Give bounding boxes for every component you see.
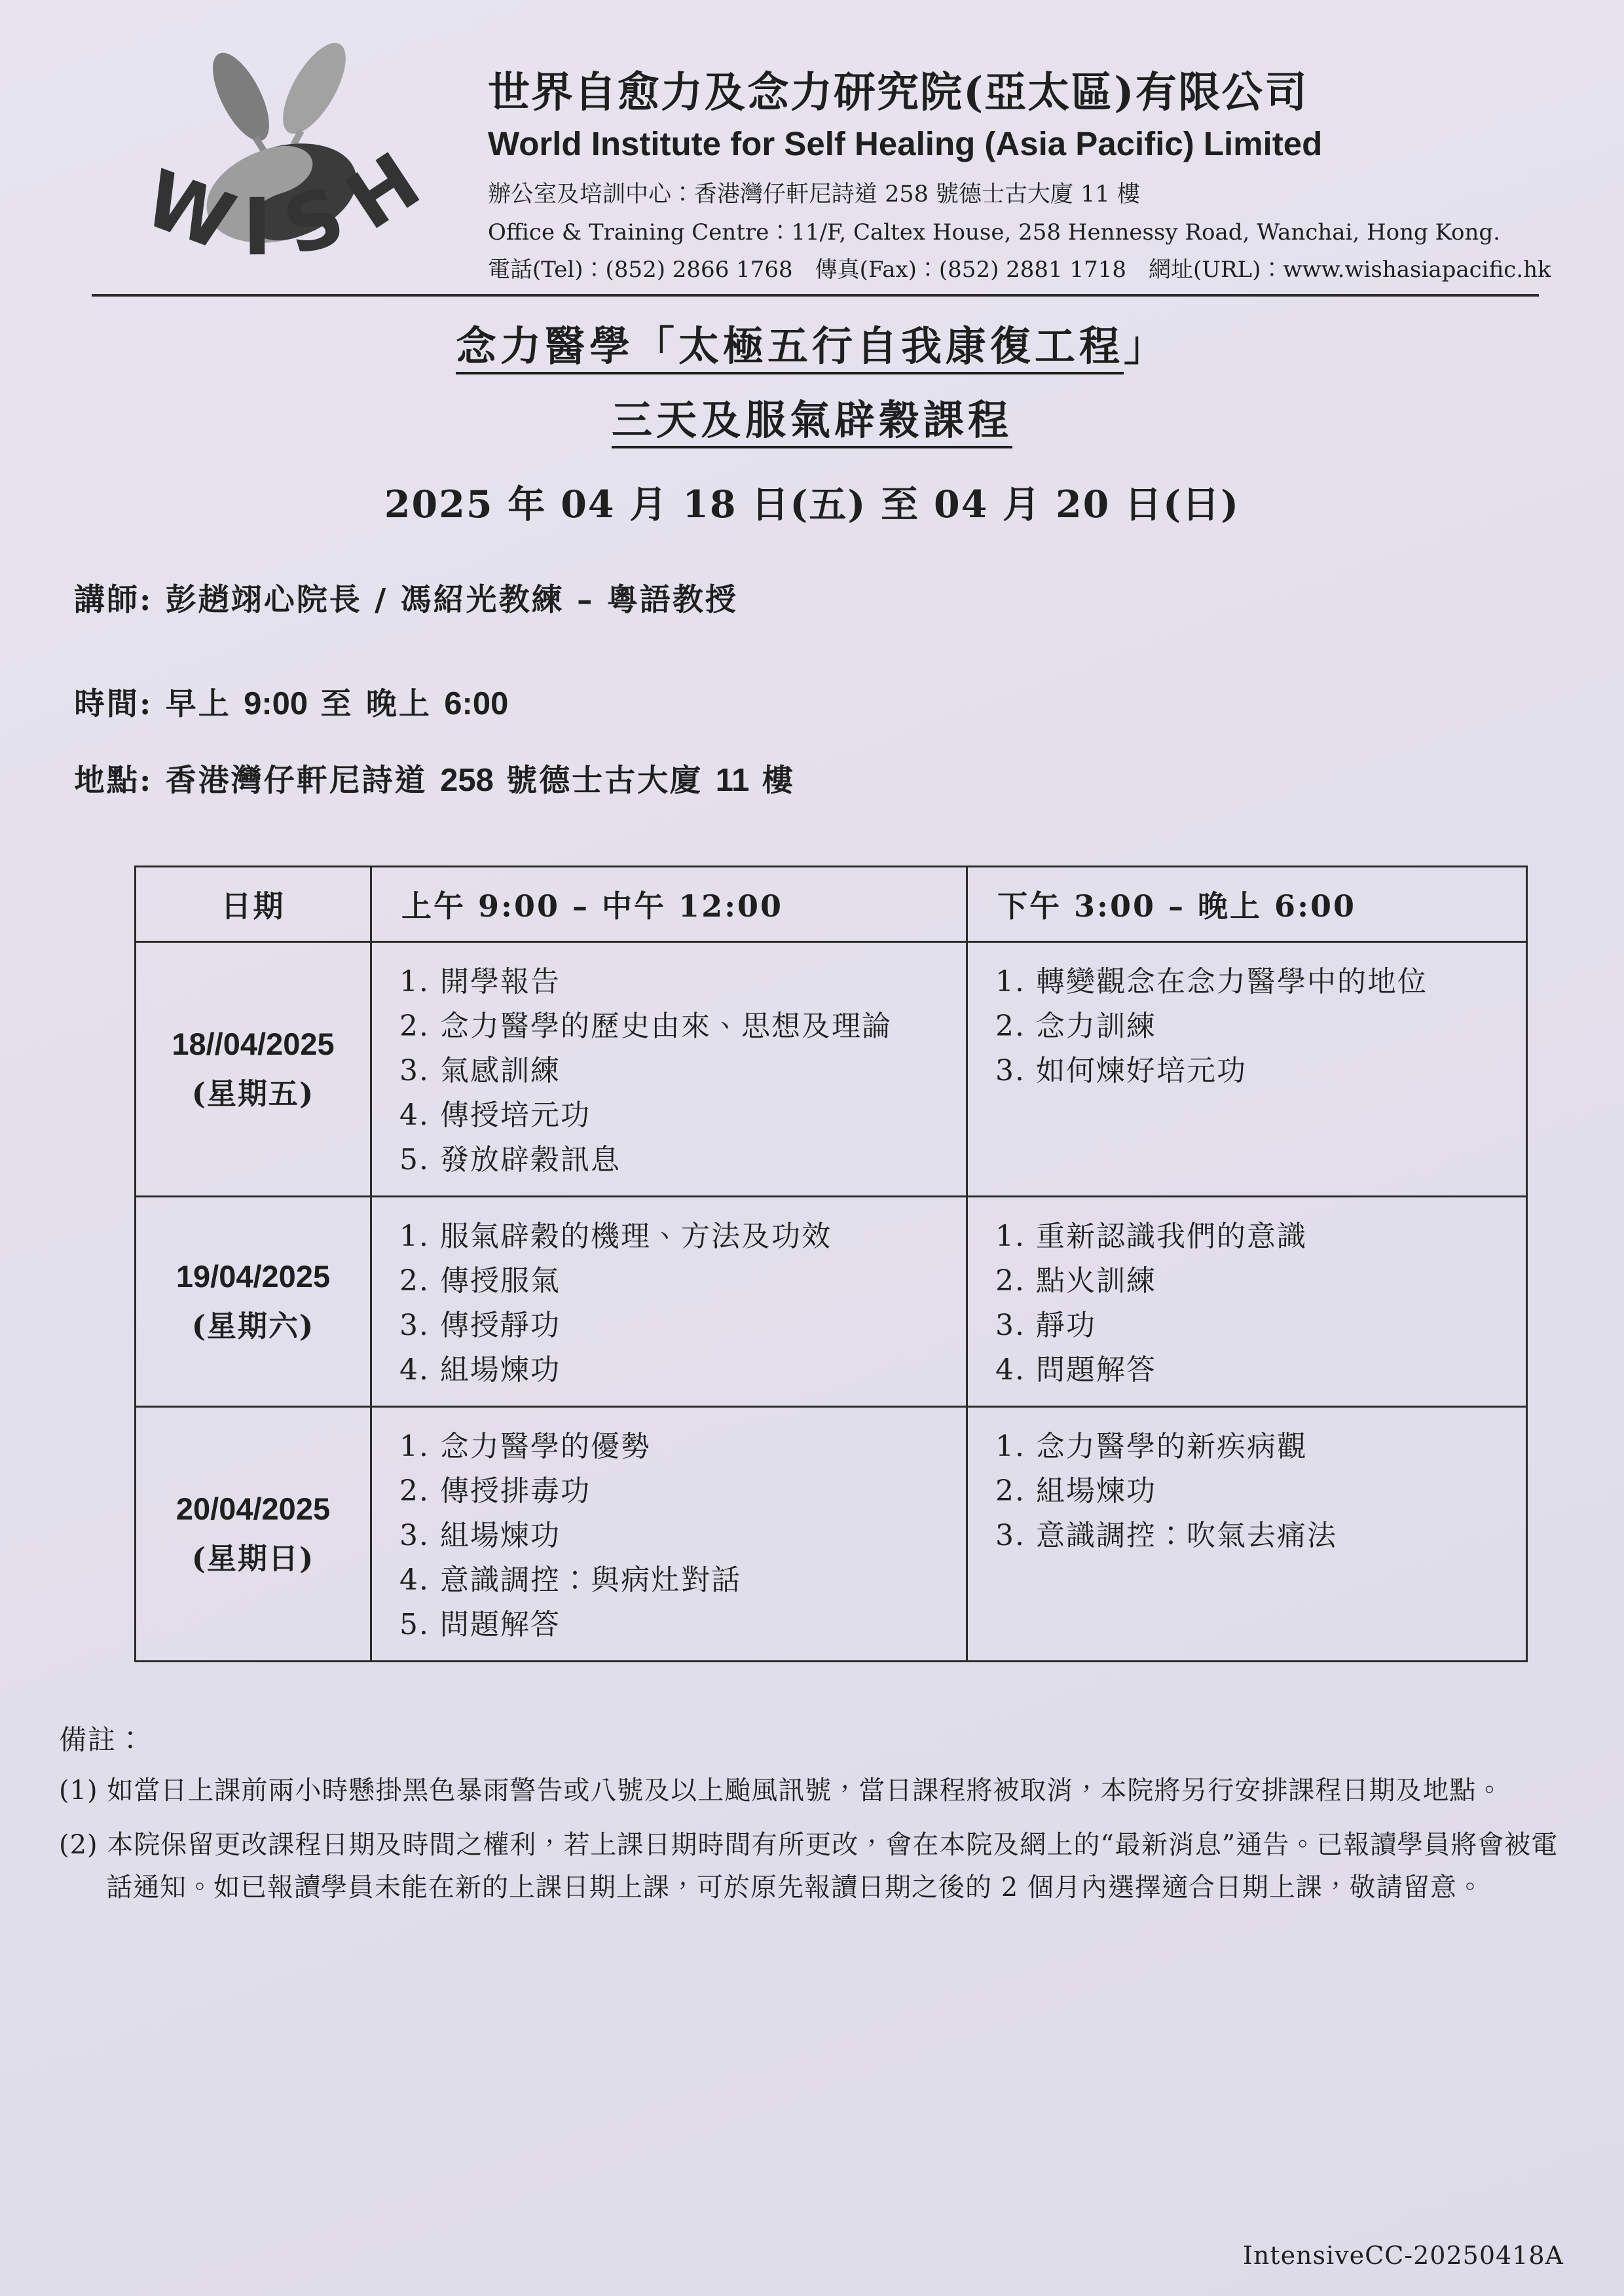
agenda-item: 3. 傳授靜功	[399, 1309, 561, 1342]
venue-line	[74, 756, 1624, 800]
document-code: IntensiveCC-20250418A	[1242, 2241, 1564, 2270]
day1-weekday: (星期五)	[191, 1076, 315, 1111]
agenda-item: 4. 組場煉功	[399, 1353, 561, 1387]
agenda-item: 1. 念力醫學的新疾病觀	[995, 1430, 1307, 1463]
org-name-en: World Institute for Self Healing (Asia Pacific) Limited	[488, 125, 1323, 162]
office-address-zh: 辦公室及培訓中心：香港灣仔軒尼詩道 258 號德士古大廈 11 樓	[488, 181, 1140, 208]
day1-morning-cell	[371, 942, 967, 1197]
day2-date-cell	[136, 1197, 371, 1407]
agenda-item: 5. 發放辟穀訊息	[399, 1143, 621, 1176]
venue-suffix: 樓	[749, 763, 795, 799]
agenda-item: 1. 轉變觀念在念力醫學中的地位	[995, 965, 1428, 998]
contact-line: 電話(Tel)：(852) 2866 1768 傳真(Fax)：(852) 2881 1718 網址(URL)：www.wishasiapacific.hk	[488, 257, 1551, 283]
agenda-item: 1. 服氣辟穀的機理、方法及功效	[399, 1220, 832, 1253]
schedule-row-day3	[136, 1407, 1527, 1662]
time-start: 9:00	[244, 686, 308, 721]
agenda-item: 1. 開學報告	[399, 965, 561, 998]
day3-weekday: (星期日)	[191, 1541, 315, 1576]
agenda-item: 2. 念力訓練	[995, 1010, 1156, 1043]
day2-weekday: (星期六)	[191, 1309, 315, 1343]
agenda-item: 4. 意識調控：與病灶對話	[399, 1563, 741, 1597]
course-title-line2-text: 三天及服氣辟穀課程	[611, 396, 1012, 444]
agenda-item: 3. 意識調控：吹氣去痛法	[995, 1519, 1337, 1552]
course-date-range: 2025 年 04 月 18 日(五) 至 04 月 20 日(日)	[384, 483, 1240, 526]
header	[0, 0, 1624, 283]
time-prefix: 時間: 早上	[74, 686, 244, 722]
header-divider	[92, 294, 1539, 297]
office-address-en: Office & Training Centre：11/F, Caltex House, 258 Hennessy Road, Wanchai, Hong Kong.	[488, 219, 1500, 246]
time-mid: 至 晚上	[308, 686, 445, 722]
org-name-zh: 世界自愈力及念力研究院(亞太區)有限公司	[488, 68, 1308, 117]
agenda-item: 5. 問題解答	[399, 1608, 561, 1641]
agenda-item: 1. 重新認識我們的意識	[995, 1220, 1307, 1253]
instructor-line: 講師: 彭趙翊心院長 / 馮紹光教練 – 粵語教授	[74, 582, 738, 618]
agenda-item: 2. 傳授排毒功	[399, 1474, 591, 1508]
time-end: 6:00	[444, 686, 509, 721]
day1-date-cell	[136, 942, 371, 1197]
venue-mid: 號德士古大廈	[493, 763, 716, 799]
agenda-item: 3. 組場煉功	[399, 1519, 561, 1552]
title-block	[0, 314, 1624, 528]
schedule-header-row	[136, 867, 1527, 942]
day2-afternoon-cell	[967, 1197, 1527, 1407]
note-item-1: (1) 如當日上課前兩小時懸掛黑色暴雨警告或八號及以上颱風訊號，當日課程將被取消，本院將另行安排課程日期及地點。	[59, 1776, 1504, 1806]
day2-morning-cell	[371, 1197, 967, 1407]
day3-date: 20/04/2025	[175, 1491, 331, 1526]
day3-date-cell	[136, 1407, 371, 1662]
day3-morning-cell	[371, 1407, 967, 1662]
schedule-row-day2	[136, 1197, 1527, 1407]
schedule-row-day1	[136, 942, 1527, 1197]
venue-street-number: 258	[440, 763, 494, 798]
course-title-line2	[0, 388, 1624, 446]
day3-afternoon-cell	[967, 1407, 1527, 1662]
info-block	[74, 575, 1624, 800]
wish-logo	[115, 39, 455, 272]
agenda-item: 4. 問題解答	[995, 1353, 1156, 1387]
notes-label: 備註：	[59, 1724, 146, 1756]
header-text-block	[488, 39, 1551, 283]
notes-section	[59, 1719, 1562, 1908]
agenda-item: 3. 靜功	[995, 1309, 1096, 1342]
agenda-item: 4. 傳授培元功	[399, 1099, 591, 1132]
day2-date: 19/04/2025	[175, 1259, 331, 1294]
header-morning: 上午 9:00 – 中午 12:00	[371, 867, 967, 942]
header-date: 日期	[136, 867, 371, 942]
time-line	[74, 680, 1624, 723]
venue-prefix: 地點: 香港灣仔軒尼詩道	[74, 763, 441, 799]
course-title-line1-text: 念力醫學「太極五行自我康復工程	[455, 322, 1124, 370]
agenda-item: 2. 組場煉功	[995, 1474, 1156, 1508]
agenda-item: 2. 傳授服氣	[399, 1264, 561, 1298]
day1-date: 18//04/2025	[172, 1027, 335, 1061]
course-title-line1-bracket: 」	[1124, 322, 1169, 370]
venue-floor-number: 11	[715, 763, 750, 798]
agenda-item: 3. 如何煉好培元功	[995, 1054, 1247, 1087]
logo-wish-text: WISH	[132, 123, 455, 272]
note-item-2: (2) 本院保留更改課程日期及時間之權利，若上課日期時間有所更改，會在本院及網上的“最新消息”通告。已報讀學員將會被電話通知。如已報讀學員未能在新的上課日期上課，可於原先報讀日期之後的 2 個月內選擇適合日期上課，敬請留意。	[59, 1829, 1559, 1903]
agenda-item: 3. 氣感訓練	[399, 1054, 561, 1087]
schedule-table	[134, 866, 1528, 1662]
agenda-item: 2. 點火訓練	[995, 1264, 1156, 1298]
agenda-item: 1. 念力醫學的優勢	[399, 1430, 651, 1463]
agenda-item: 2. 念力醫學的歷史由來、思想及理論	[399, 1010, 892, 1043]
day1-afternoon-cell	[967, 942, 1527, 1197]
header-afternoon: 下午 3:00 – 晚上 6:00	[967, 867, 1527, 942]
wish-logo-graphic	[115, 39, 455, 272]
course-title-line1	[0, 314, 1624, 372]
